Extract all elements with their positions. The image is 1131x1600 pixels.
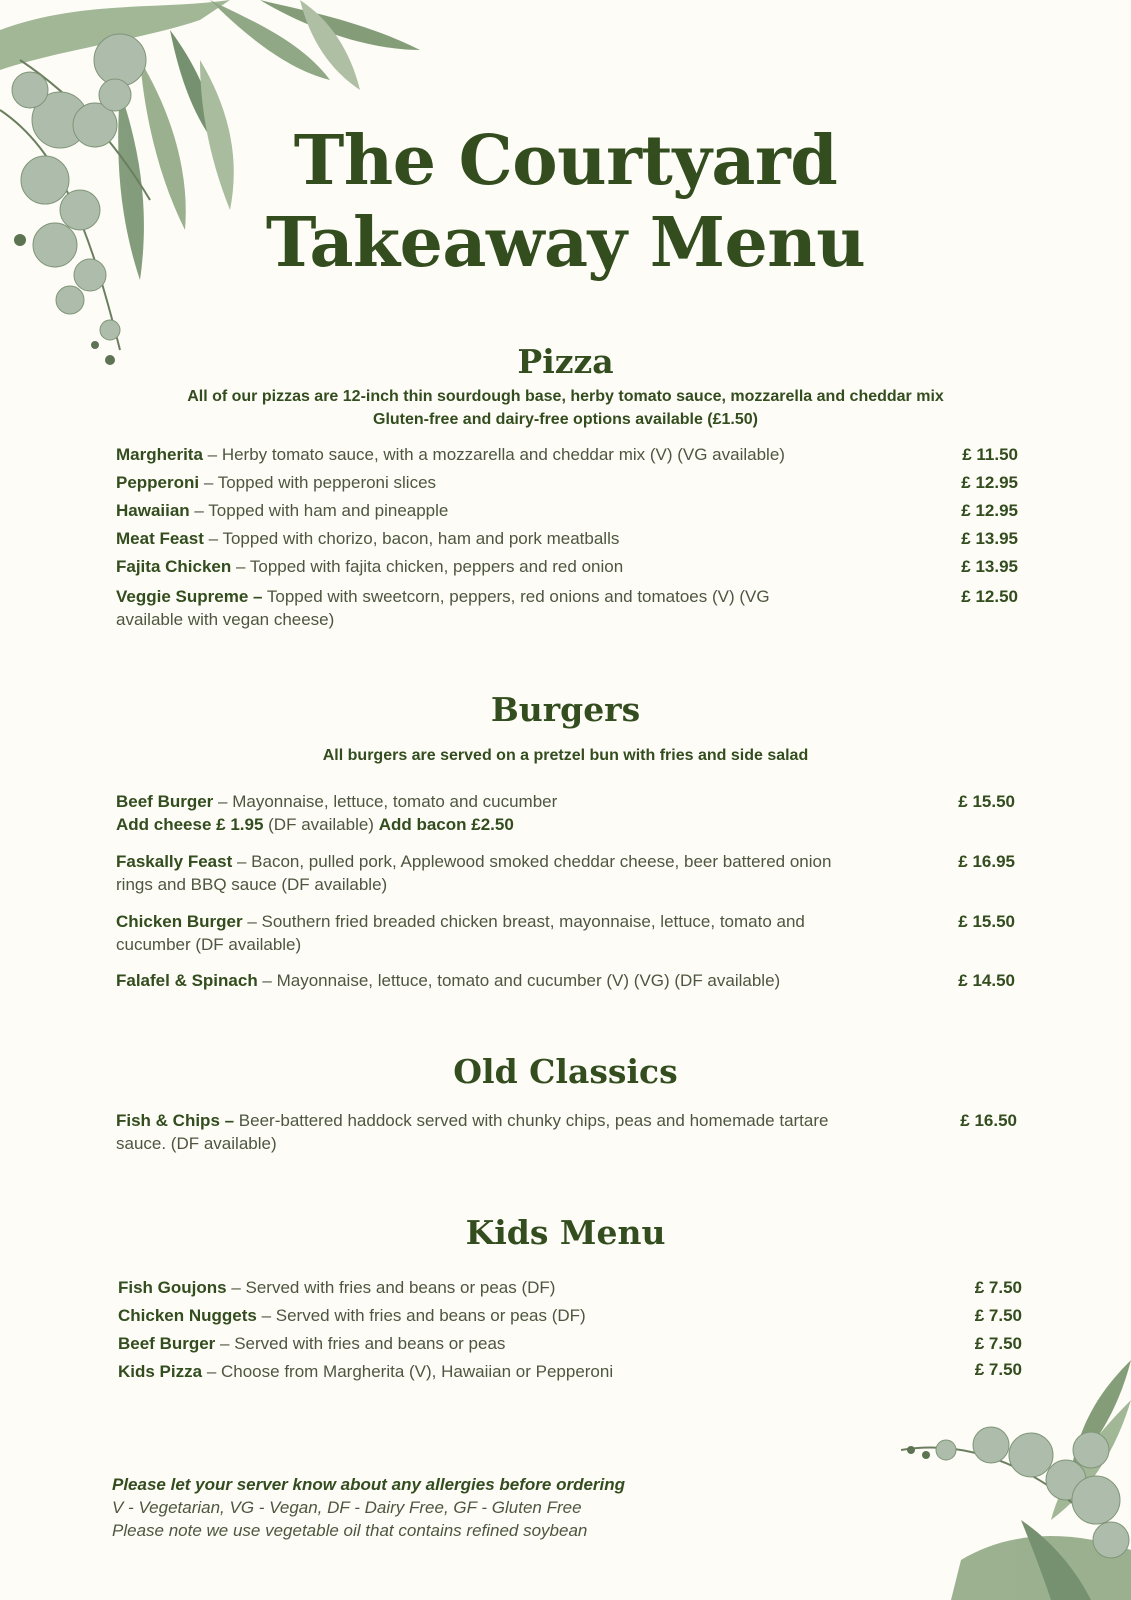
item-name: Chicken Nuggets — [118, 1306, 257, 1325]
burgers-note: All burgers are served on a pretzel bun with fries and side salad — [322, 747, 809, 764]
item-price: £ 14.50 — [958, 971, 1015, 990]
item-name: Faskally Feast — [116, 852, 233, 871]
item-name: Beef Burger — [118, 1334, 216, 1353]
menu-item — [116, 850, 836, 896]
pizza-heading: Pizza — [517, 342, 614, 381]
item-description: – Topped with ham and pineapple — [189, 501, 449, 520]
menu-item — [116, 499, 836, 522]
pizza-note-line-1: All of our pizzas are 12-inch thin sourdough base, herby tomato sauce, mozzarella and cheddar mix — [187, 388, 944, 405]
oil-notice: Please note we use vegetable oil that contains refined soybean — [112, 1521, 588, 1540]
item-price: £ 11.50 — [962, 445, 1018, 464]
item-price: £ 13.95 — [961, 557, 1018, 576]
item-description: – Served with fries and beans or peas (DF) — [256, 1306, 586, 1325]
menu-item — [116, 471, 836, 494]
item-price: £ 15.50 — [958, 792, 1015, 811]
item-description: – Mayonnaise, lettuce, tomato and cucumber (V) (VG) (DF available) — [257, 971, 781, 990]
item-name: Meat Feast — [116, 529, 204, 548]
item-price: £ 12.50 — [961, 587, 1018, 606]
title-line-1: The Courtyard — [293, 121, 838, 201]
item-price: £ 16.95 — [958, 852, 1015, 871]
item-name: Chicken Burger — [116, 912, 243, 931]
add-bacon-option: Add bacon £2.50 — [378, 815, 514, 834]
allergy-footer — [112, 1473, 625, 1542]
pizza-note-line-2: Gluten-free and dairy-free options available (£1.50) — [373, 411, 758, 428]
item-name: Fish & Chips – — [116, 1111, 235, 1130]
menu-item — [116, 969, 876, 992]
menu-item — [116, 555, 836, 578]
item-description: – Served with fries and beans or peas (DF) — [226, 1278, 556, 1297]
menu-item — [116, 527, 836, 550]
item-price: £ 12.95 — [961, 501, 1018, 520]
item-description: – Herby tomato sauce, with a mozzarella and cheddar mix (V) (VG available) — [202, 445, 785, 464]
item-price: £ 7.50 — [974, 1334, 1022, 1353]
title-line-2: Takeaway Menu — [265, 203, 866, 283]
pizza-note — [0, 385, 1131, 431]
item-description: – Topped with chorizo, bacon, ham and pork meatballs — [203, 529, 620, 548]
item-name: Pepperoni — [116, 473, 200, 492]
item-name: Fajita Chicken — [116, 557, 232, 576]
item-name: Beef Burger — [116, 792, 214, 811]
item-price: £ 15.50 — [958, 912, 1015, 931]
item-price: £ 12.95 — [961, 473, 1018, 492]
menu-item — [116, 1109, 836, 1155]
item-name: Margherita — [116, 445, 203, 464]
eucalyptus-foliage-icon — [901, 1360, 1131, 1600]
menu-title — [0, 120, 1131, 284]
item-description: – Topped with fajita chicken, peppers and red onion — [231, 557, 624, 576]
menu-item — [116, 443, 836, 466]
menu-item — [118, 1332, 838, 1355]
menu-item — [116, 790, 836, 836]
menu-item — [118, 1360, 838, 1383]
item-price: £ 16.50 — [960, 1111, 1017, 1130]
old-classics-heading: Old Classics — [453, 1052, 678, 1091]
item-name: Falafel & Spinach — [116, 971, 258, 990]
menu-item — [116, 585, 836, 631]
item-description: – Served with fries and beans or peas — [215, 1334, 506, 1353]
item-description: – Bacon, pulled pork, Applewood smoked cheddar cheese, beer battered onion rings and BBQ sauce (DF available) — [116, 852, 832, 894]
menu-item — [118, 1276, 838, 1299]
allergy-notice: Please let your server know about any allergies before ordering — [112, 1475, 626, 1494]
item-description: – Mayonnaise, lettuce, tomato and cucumber — [213, 792, 558, 811]
item-price: £ 7.50 — [974, 1278, 1022, 1297]
item-name: Veggie Supreme – — [116, 587, 263, 606]
kids-menu-heading: Kids Menu — [465, 1213, 666, 1252]
item-description: Topped with sweetcorn, peppers, red onions and tomatoes (V) (VG available with vegan cheese) — [116, 587, 770, 629]
item-name: Fish Goujons — [118, 1278, 227, 1297]
df-available-note: (DF available) — [263, 815, 379, 834]
dietary-key: V - Vegetarian, VG - Vegan, DF - Dairy Free, GF - Gluten Free — [112, 1498, 582, 1517]
item-description: – Southern fried breaded chicken breast, mayonnaise, lettuce, tomato and cucumber (DF available) — [116, 912, 805, 954]
menu-item — [116, 910, 836, 956]
menu-item — [118, 1304, 838, 1327]
item-price: £ 7.50 — [974, 1360, 1022, 1379]
item-description: – Choose from Margherita (V), Hawaiian or Pepperoni — [202, 1362, 614, 1381]
item-description: – Topped with pepperoni slices — [199, 473, 437, 492]
burgers-heading: Burgers — [490, 690, 641, 729]
item-price: £ 7.50 — [974, 1306, 1022, 1325]
add-cheese-option: Add cheese £ 1.95 — [116, 815, 264, 834]
item-name: Hawaiian — [116, 501, 190, 520]
item-description: Beer-battered haddock served with chunky chips, peas and homemade tartare sauce. (DF available) — [116, 1111, 829, 1153]
item-name: Kids Pizza — [118, 1362, 203, 1381]
item-price: £ 13.95 — [961, 529, 1018, 548]
